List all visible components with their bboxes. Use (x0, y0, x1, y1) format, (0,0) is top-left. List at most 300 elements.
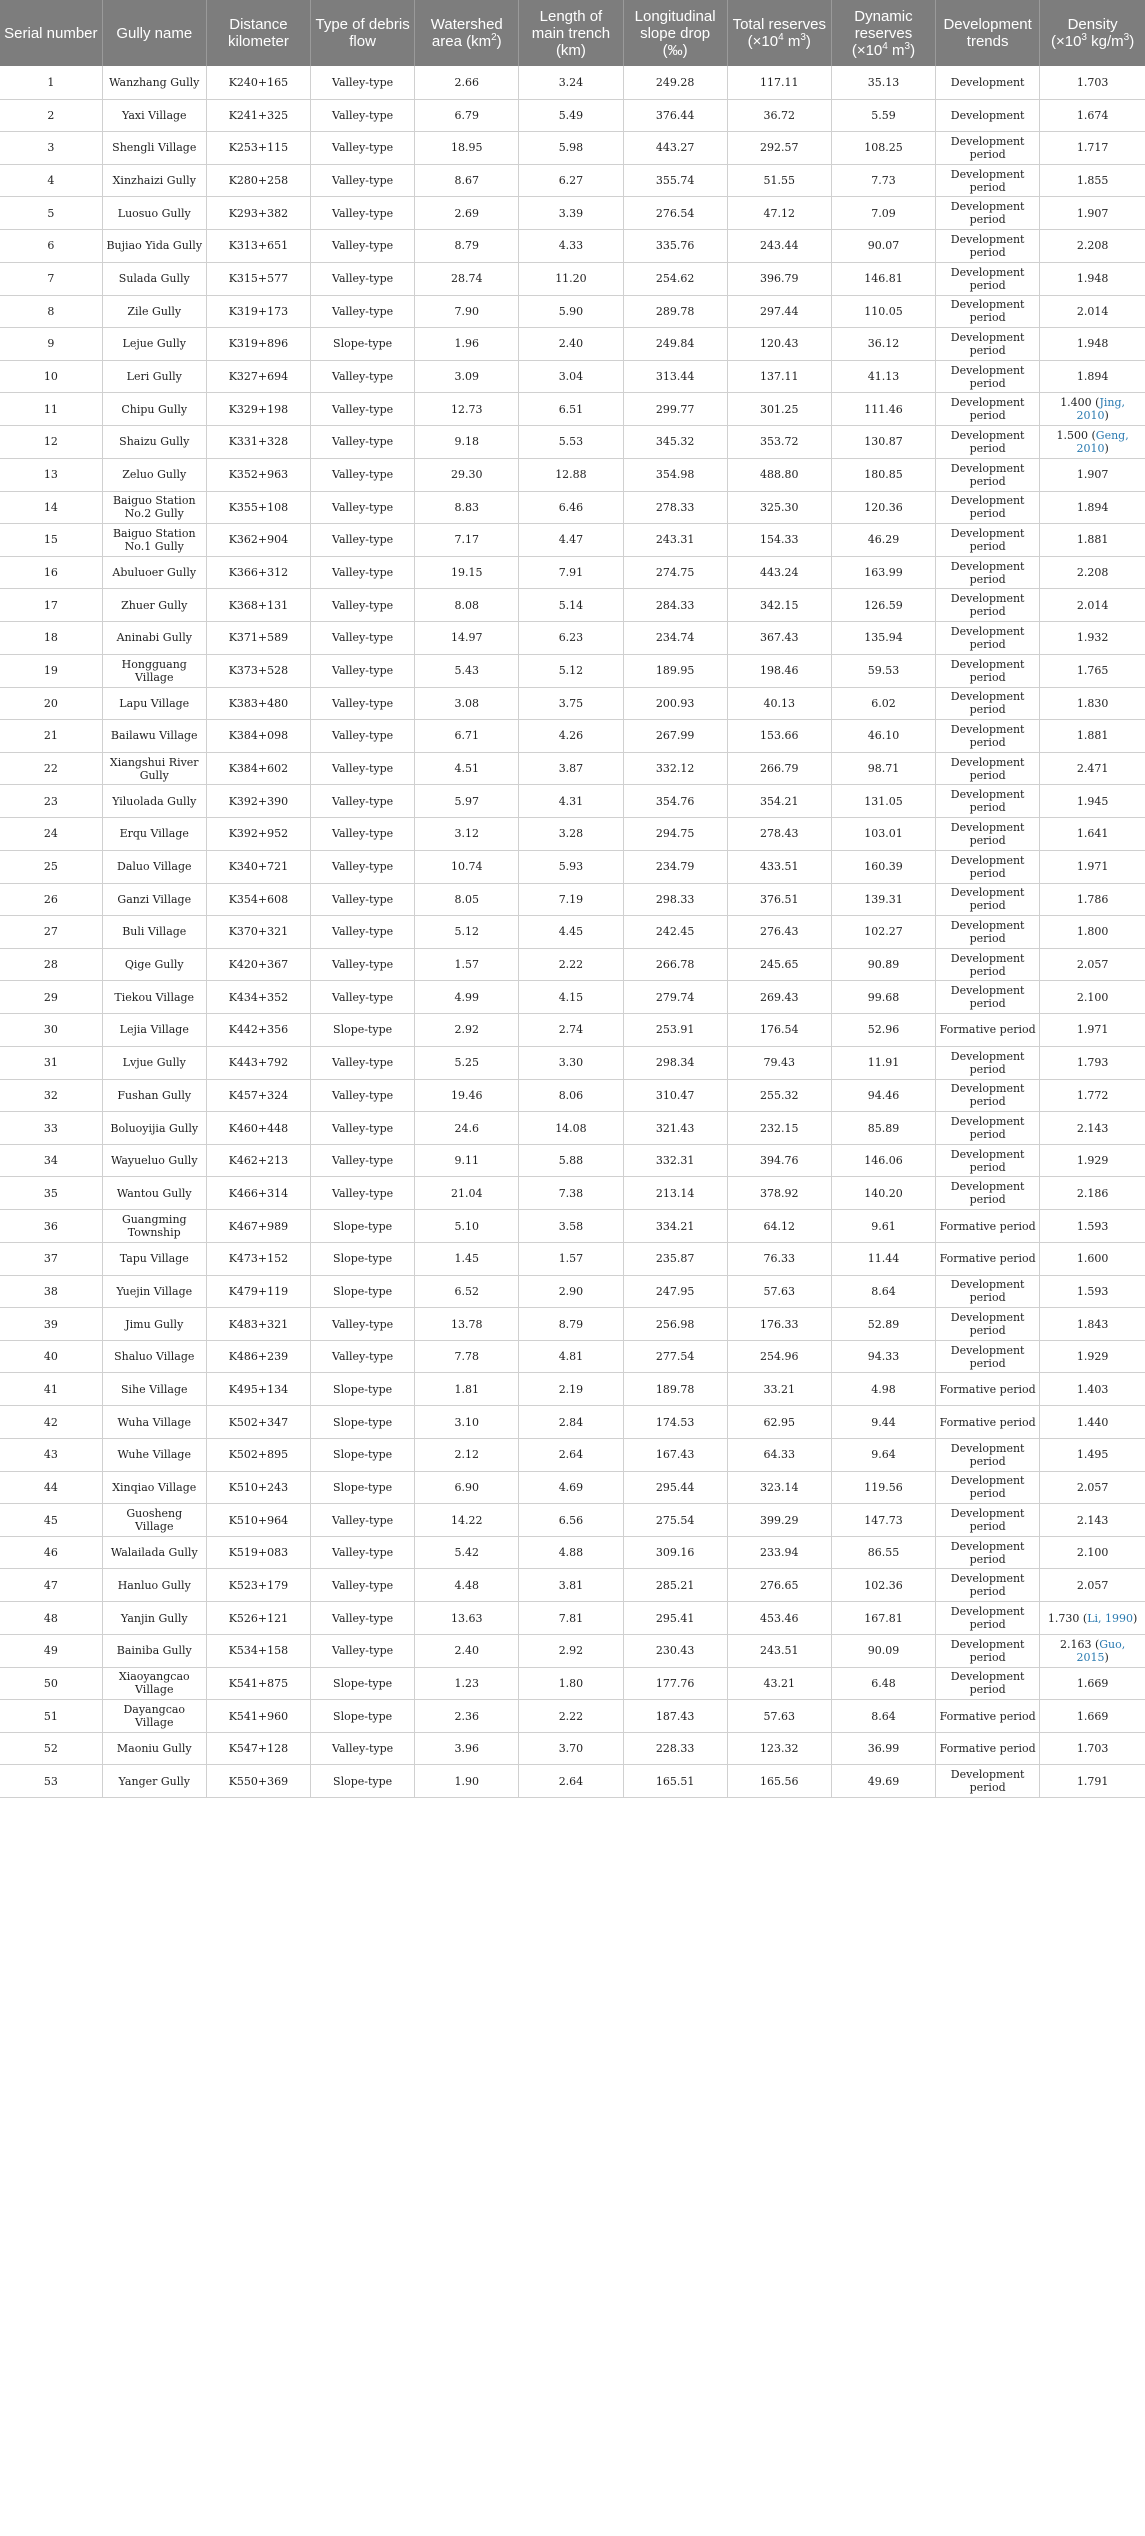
cell-watershed-area: 6.90 (415, 1471, 519, 1503)
cell-distance-km: K473+152 (206, 1242, 310, 1275)
cell-dynamic-reserves: 90.09 (831, 1634, 935, 1667)
cell-density (1040, 327, 1145, 360)
cell-dynamic-reserves: 46.10 (831, 719, 935, 752)
density-value: 1.593 (1076, 1219, 1109, 1233)
cell-serial: 16 (0, 556, 102, 588)
cell-dynamic-reserves: 8.64 (831, 1275, 935, 1307)
cell-distance-km: K352+963 (206, 458, 310, 491)
cell-dynamic-reserves: 119.56 (831, 1471, 935, 1503)
cell-gully-name: Yiluolada Gully (102, 785, 206, 818)
citation-close: ) (1104, 409, 1109, 423)
density-value: 1.907 (1076, 206, 1109, 220)
table-row (0, 1406, 1145, 1438)
cell-total-reserves: 325.30 (727, 491, 831, 523)
cell-debris-type: Valley-type (311, 262, 415, 295)
cell-serial: 20 (0, 687, 102, 719)
cell-watershed-area: 2.12 (415, 1438, 519, 1471)
citation-link[interactable]: Li, 1990 (1087, 1611, 1133, 1625)
cell-slope-drop: 266.78 (623, 948, 727, 980)
cell-serial: 50 (0, 1667, 102, 1699)
density-value: 1.674 (1076, 108, 1109, 122)
cell-debris-type: Valley-type (311, 1046, 415, 1079)
cell-density (1040, 1145, 1145, 1177)
cell-dynamic-reserves: 59.53 (831, 654, 935, 687)
cell-serial: 43 (0, 1438, 102, 1471)
cell-watershed-area: 21.04 (415, 1177, 519, 1210)
cell-distance-km: K519+083 (206, 1537, 310, 1569)
cell-trench-length: 4.45 (519, 915, 623, 948)
table-row (0, 687, 1145, 719)
cell-development-trend: Formative period (936, 1733, 1040, 1765)
cell-debris-type: Valley-type (311, 622, 415, 654)
table-row (0, 197, 1145, 230)
cell-development-trend: Development period (936, 622, 1040, 654)
cell-gully-name: Leri Gully (102, 360, 206, 392)
cell-slope-drop: 321.43 (623, 1112, 727, 1145)
cell-serial: 12 (0, 426, 102, 458)
table-row (0, 1210, 1145, 1242)
cell-development-trend: Development period (936, 491, 1040, 523)
cell-slope-drop: 309.16 (623, 1537, 727, 1569)
cell-serial: 17 (0, 589, 102, 622)
cell-density (1040, 66, 1145, 99)
cell-debris-type: Valley-type (311, 523, 415, 556)
cell-serial: 49 (0, 1634, 102, 1667)
table-row (0, 850, 1145, 883)
cell-total-reserves: 176.33 (727, 1308, 831, 1341)
cell-watershed-area: 9.11 (415, 1145, 519, 1177)
table-row (0, 883, 1145, 915)
cell-serial: 47 (0, 1569, 102, 1602)
cell-serial: 28 (0, 948, 102, 980)
cell-distance-km: K541+875 (206, 1667, 310, 1699)
cell-debris-type: Valley-type (311, 164, 415, 196)
cell-dynamic-reserves: 126.59 (831, 589, 935, 622)
density-value: 1.971 (1076, 1023, 1109, 1037)
cell-total-reserves: 354.21 (727, 785, 831, 818)
cell-slope-drop: 230.43 (623, 1634, 727, 1667)
table-row (0, 491, 1145, 523)
cell-distance-km: K329+198 (206, 393, 310, 426)
cell-development-trend: Formative period (936, 1700, 1040, 1733)
cell-distance-km: K371+589 (206, 622, 310, 654)
cell-total-reserves: 79.43 (727, 1046, 831, 1079)
cell-gully-name: Bailawu Village (102, 719, 206, 752)
cell-trench-length: 1.80 (519, 1667, 623, 1699)
cell-trench-length: 2.64 (519, 1765, 623, 1798)
cell-total-reserves: 62.95 (727, 1406, 831, 1438)
cell-development-trend: Development period (936, 1765, 1040, 1798)
cell-slope-drop: 289.78 (623, 295, 727, 327)
cell-dynamic-reserves: 163.99 (831, 556, 935, 588)
cell-dynamic-reserves: 120.36 (831, 491, 935, 523)
cell-development-trend: Development period (936, 1667, 1040, 1699)
cell-watershed-area: 4.99 (415, 981, 519, 1014)
table-row (0, 1634, 1145, 1667)
cell-total-reserves: 276.65 (727, 1569, 831, 1602)
cell-slope-drop: 249.84 (623, 327, 727, 360)
table-row (0, 1602, 1145, 1634)
cell-serial: 27 (0, 915, 102, 948)
cell-density (1040, 589, 1145, 622)
cell-total-reserves: 376.51 (727, 883, 831, 915)
cell-watershed-area: 2.40 (415, 1634, 519, 1667)
cell-serial: 34 (0, 1145, 102, 1177)
cell-distance-km: K534+158 (206, 1634, 310, 1667)
cell-development-trend: Development period (936, 1471, 1040, 1503)
cell-distance-km: K392+390 (206, 785, 310, 818)
density-value: 2.471 (1076, 762, 1109, 776)
header-debris-type: Type of debris flow (311, 0, 415, 66)
cell-density (1040, 752, 1145, 784)
cell-total-reserves: 153.66 (727, 719, 831, 752)
density-value: 1.894 (1076, 370, 1109, 384)
header-total-reserves: Total reserves ($\times 10^4$ $m^3$) (727, 0, 831, 66)
cell-serial: 39 (0, 1308, 102, 1341)
cell-density (1040, 523, 1145, 556)
cell-distance-km: K355+108 (206, 491, 310, 523)
cell-distance-km: K502+347 (206, 1406, 310, 1438)
cell-distance-km: K442+356 (206, 1014, 310, 1046)
cell-development-trend: Formative period (936, 1373, 1040, 1406)
cell-slope-drop: 313.44 (623, 360, 727, 392)
density-value: 2.014 (1076, 304, 1109, 318)
cell-density (1040, 1341, 1145, 1373)
cell-total-reserves: 57.63 (727, 1275, 831, 1307)
cell-total-reserves: 396.79 (727, 262, 831, 295)
cell-trench-length: 2.64 (519, 1438, 623, 1471)
cell-trench-length: 5.12 (519, 654, 623, 687)
cell-total-reserves: 198.46 (727, 654, 831, 687)
cell-debris-type: Valley-type (311, 654, 415, 687)
cell-development-trend: Development period (936, 327, 1040, 360)
table-row (0, 915, 1145, 948)
cell-trench-length: 2.40 (519, 327, 623, 360)
cell-distance-km: K434+352 (206, 981, 310, 1014)
cell-total-reserves: 276.43 (727, 915, 831, 948)
density-value: 1.786 (1076, 892, 1109, 906)
cell-density (1040, 1046, 1145, 1079)
cell-development-trend: Development period (936, 1569, 1040, 1602)
cell-gully-name: Yaxi Village (102, 99, 206, 131)
cell-watershed-area: 2.92 (415, 1014, 519, 1046)
table-row (0, 523, 1145, 556)
cell-density (1040, 1373, 1145, 1406)
cell-density (1040, 883, 1145, 915)
cell-slope-drop: 249.28 (623, 66, 727, 99)
cell-development-trend: Development period (936, 1308, 1040, 1341)
citation-link[interactable]: Jing, 2010 (1076, 396, 1126, 423)
cell-gully-name: Bujiao Yida Gully (102, 230, 206, 262)
cell-distance-km: K443+792 (206, 1046, 310, 1079)
cell-trench-length: 3.70 (519, 1733, 623, 1765)
cell-dynamic-reserves: 36.99 (831, 1733, 935, 1765)
table-row (0, 1275, 1145, 1307)
cell-trench-length: 3.04 (519, 360, 623, 392)
cell-total-reserves: 342.15 (727, 589, 831, 622)
cell-distance-km: K483+321 (206, 1308, 310, 1341)
cell-total-reserves: 232.15 (727, 1112, 831, 1145)
cell-density (1040, 262, 1145, 295)
cell-slope-drop: 276.54 (623, 197, 727, 230)
cell-gully-name: Erqu Village (102, 818, 206, 850)
density-value: 1.717 (1076, 141, 1109, 155)
cell-dynamic-reserves: 135.94 (831, 622, 935, 654)
cell-gully-name: Sulada Gully (102, 262, 206, 295)
cell-trench-length: 8.06 (519, 1079, 623, 1111)
cell-distance-km: K541+960 (206, 1700, 310, 1733)
density-value: 1.932 (1076, 631, 1109, 645)
cell-development-trend: Development period (936, 687, 1040, 719)
cell-watershed-area: 8.05 (415, 883, 519, 915)
cell-distance-km: K510+243 (206, 1471, 310, 1503)
cell-development-trend: Development period (936, 915, 1040, 948)
cell-development-trend: Formative period (936, 1406, 1040, 1438)
cell-serial: 14 (0, 491, 102, 523)
table-row (0, 1341, 1145, 1373)
cell-total-reserves: 394.76 (727, 1145, 831, 1177)
cell-total-reserves: 176.54 (727, 1014, 831, 1046)
cell-density (1040, 491, 1145, 523)
cell-gully-name: Boluoyijia Gully (102, 1112, 206, 1145)
cell-development-trend: Development period (936, 752, 1040, 784)
cell-density (1040, 719, 1145, 752)
cell-distance-km: K479+119 (206, 1275, 310, 1307)
cell-trench-length: 5.14 (519, 589, 623, 622)
cell-debris-type: Slope-type (311, 1275, 415, 1307)
cell-density (1040, 1438, 1145, 1471)
citation-link[interactable]: Guo, 2015 (1076, 1637, 1126, 1664)
cell-trench-length: 3.28 (519, 818, 623, 850)
cell-trench-length: 4.15 (519, 981, 623, 1014)
cell-debris-type: Valley-type (311, 1733, 415, 1765)
cell-serial: 31 (0, 1046, 102, 1079)
cell-trench-length: 11.20 (519, 262, 623, 295)
cell-serial: 33 (0, 1112, 102, 1145)
cell-gully-name: Shengli Village (102, 131, 206, 164)
cell-gully-name: Dayangcao Village (102, 1700, 206, 1733)
cell-serial: 26 (0, 883, 102, 915)
cell-serial: 18 (0, 622, 102, 654)
cell-gully-name: Sihe Village (102, 1373, 206, 1406)
cell-total-reserves: 297.44 (727, 295, 831, 327)
cell-development-trend: Development period (936, 262, 1040, 295)
cell-watershed-area: 5.43 (415, 654, 519, 687)
cell-gully-name: Xinzhaizi Gully (102, 164, 206, 196)
cell-dynamic-reserves: 5.59 (831, 99, 935, 131)
cell-serial: 36 (0, 1210, 102, 1242)
cell-dynamic-reserves: 108.25 (831, 131, 935, 164)
cell-gully-name: Ganzi Village (102, 883, 206, 915)
table-row (0, 1569, 1145, 1602)
cell-gully-name: Yuejin Village (102, 1275, 206, 1307)
cell-serial: 51 (0, 1700, 102, 1733)
cell-debris-type: Slope-type (311, 327, 415, 360)
cell-development-trend: Formative period (936, 1014, 1040, 1046)
cell-trench-length: 4.33 (519, 230, 623, 262)
cell-total-reserves: 43.21 (727, 1667, 831, 1699)
cell-trench-length: 7.81 (519, 1602, 623, 1634)
cell-total-reserves: 443.24 (727, 556, 831, 588)
density-value: 2.208 (1076, 239, 1109, 253)
cell-development-trend: Development period (936, 981, 1040, 1014)
cell-slope-drop: 189.78 (623, 1373, 727, 1406)
cell-trench-length: 5.88 (519, 1145, 623, 1177)
cell-dynamic-reserves: 140.20 (831, 1177, 935, 1210)
cell-slope-drop: 354.76 (623, 785, 727, 818)
cell-total-reserves: 245.65 (727, 948, 831, 980)
cell-debris-type: Slope-type (311, 1667, 415, 1699)
cell-watershed-area: 18.95 (415, 131, 519, 164)
cell-distance-km: K462+213 (206, 1145, 310, 1177)
cell-gully-name: Yanjin Gully (102, 1602, 206, 1634)
cell-gully-name: Jimu Gully (102, 1308, 206, 1341)
cell-watershed-area: 13.63 (415, 1602, 519, 1634)
cell-density (1040, 1700, 1145, 1733)
cell-trench-length: 3.24 (519, 66, 623, 99)
cell-gully-name: Zile Gully (102, 295, 206, 327)
cell-total-reserves: 137.11 (727, 360, 831, 392)
table-row (0, 1765, 1145, 1798)
cell-density (1040, 1308, 1145, 1341)
cell-density (1040, 622, 1145, 654)
cell-total-reserves: 399.29 (727, 1504, 831, 1537)
density-value: 2.143 (1076, 1513, 1109, 1527)
cell-gully-name: Fushan Gully (102, 1079, 206, 1111)
cell-distance-km: K280+258 (206, 164, 310, 196)
cell-dynamic-reserves: 11.91 (831, 1046, 935, 1079)
cell-gully-name: Yanger Gully (102, 1765, 206, 1798)
cell-distance-km: K550+369 (206, 1765, 310, 1798)
cell-density (1040, 197, 1145, 230)
density-value: 1.948 (1076, 272, 1109, 286)
cell-density (1040, 360, 1145, 392)
cell-slope-drop: 177.76 (623, 1667, 727, 1699)
cell-development-trend: Development period (936, 850, 1040, 883)
cell-total-reserves: 243.51 (727, 1634, 831, 1667)
cell-dynamic-reserves: 180.85 (831, 458, 935, 491)
cell-density (1040, 981, 1145, 1014)
cell-development-trend: Development period (936, 1602, 1040, 1634)
density-value: 1.929 (1076, 1154, 1109, 1168)
cell-dynamic-reserves: 85.89 (831, 1112, 935, 1145)
cell-gully-name: Baiguo Station No.2 Gully (102, 491, 206, 523)
cell-development-trend: Development period (936, 393, 1040, 426)
cell-development-trend: Development period (936, 785, 1040, 818)
table-row (0, 654, 1145, 687)
cell-dynamic-reserves: 36.12 (831, 327, 935, 360)
cell-serial: 52 (0, 1733, 102, 1765)
cell-debris-type: Valley-type (311, 458, 415, 491)
cell-total-reserves: 254.96 (727, 1341, 831, 1373)
cell-watershed-area: 14.97 (415, 622, 519, 654)
cell-gully-name: Qige Gully (102, 948, 206, 980)
table-row (0, 458, 1145, 491)
cell-development-trend: Development (936, 99, 1040, 131)
table-row (0, 1014, 1145, 1046)
cell-slope-drop: 167.43 (623, 1438, 727, 1471)
cell-gully-name: Bainiba Gully (102, 1634, 206, 1667)
header-density: Density ($\times 10^3$ $kg/m^3$) (1040, 0, 1145, 66)
table-row (0, 1471, 1145, 1503)
cell-distance-km: K368+131 (206, 589, 310, 622)
cell-distance-km: K384+602 (206, 752, 310, 784)
cell-development-trend: Development period (936, 458, 1040, 491)
cell-total-reserves: 488.80 (727, 458, 831, 491)
cell-distance-km: K241+325 (206, 99, 310, 131)
cell-debris-type: Valley-type (311, 850, 415, 883)
cell-watershed-area: 28.74 (415, 262, 519, 295)
cell-trench-length: 4.31 (519, 785, 623, 818)
cell-gully-name: Tapu Village (102, 1242, 206, 1275)
citation-link[interactable]: Geng, 2010 (1076, 428, 1129, 455)
cell-distance-km: K502+895 (206, 1438, 310, 1471)
cell-serial: 45 (0, 1504, 102, 1537)
cell-gully-name: Maoniu Gully (102, 1733, 206, 1765)
cell-distance-km: K420+367 (206, 948, 310, 980)
cell-total-reserves: 323.14 (727, 1471, 831, 1503)
cell-serial: 21 (0, 719, 102, 752)
cell-development-trend: Development period (936, 1275, 1040, 1307)
cell-distance-km: K370+321 (206, 915, 310, 948)
cell-watershed-area: 5.12 (415, 915, 519, 948)
cell-debris-type: Slope-type (311, 1406, 415, 1438)
cell-serial: 5 (0, 197, 102, 230)
table-row (0, 1667, 1145, 1699)
cell-watershed-area: 5.25 (415, 1046, 519, 1079)
cell-gully-name: Abuluoer Gully (102, 556, 206, 588)
cell-debris-type: Valley-type (311, 1569, 415, 1602)
cell-serial: 22 (0, 752, 102, 784)
cell-development-trend: Development period (936, 1504, 1040, 1537)
header-dynamic-reserves: Dynamic reserves ($\times 10^4$ $m^3$) (831, 0, 935, 66)
cell-watershed-area: 1.90 (415, 1765, 519, 1798)
table-row (0, 131, 1145, 164)
cell-distance-km: K340+721 (206, 850, 310, 883)
cell-density (1040, 1210, 1145, 1242)
cell-dynamic-reserves: 9.61 (831, 1210, 935, 1242)
cell-gully-name: Wuha Village (102, 1406, 206, 1438)
cell-total-reserves: 278.43 (727, 818, 831, 850)
cell-watershed-area: 2.36 (415, 1700, 519, 1733)
cell-serial: 35 (0, 1177, 102, 1210)
cell-debris-type: Slope-type (311, 1373, 415, 1406)
cell-debris-type: Valley-type (311, 1602, 415, 1634)
cell-serial: 19 (0, 654, 102, 687)
cell-distance-km: K510+964 (206, 1504, 310, 1537)
citation-close: ) (1133, 1611, 1138, 1625)
cell-development-trend: Development period (936, 556, 1040, 588)
cell-watershed-area: 3.12 (415, 818, 519, 850)
cell-development-trend: Development period (936, 1112, 1040, 1145)
density-value: 1.830 (1076, 696, 1109, 710)
header-row (0, 0, 1145, 66)
density-value: 1.881 (1076, 729, 1109, 743)
cell-slope-drop: 275.54 (623, 1504, 727, 1537)
cell-dynamic-reserves: 139.31 (831, 883, 935, 915)
cell-watershed-area: 5.42 (415, 1537, 519, 1569)
cell-dynamic-reserves: 102.27 (831, 915, 935, 948)
header-main-trench-length: Length of main trench (km) (519, 0, 623, 66)
table-row (0, 622, 1145, 654)
table-row (0, 1177, 1145, 1210)
header-slope-drop: Longitudinal slope drop (‰) (623, 0, 727, 66)
cell-trench-length: 4.88 (519, 1537, 623, 1569)
cell-slope-drop: 189.95 (623, 654, 727, 687)
density-value: 1.894 (1076, 500, 1109, 514)
cell-watershed-area: 6.79 (415, 99, 519, 131)
cell-watershed-area: 3.10 (415, 1406, 519, 1438)
